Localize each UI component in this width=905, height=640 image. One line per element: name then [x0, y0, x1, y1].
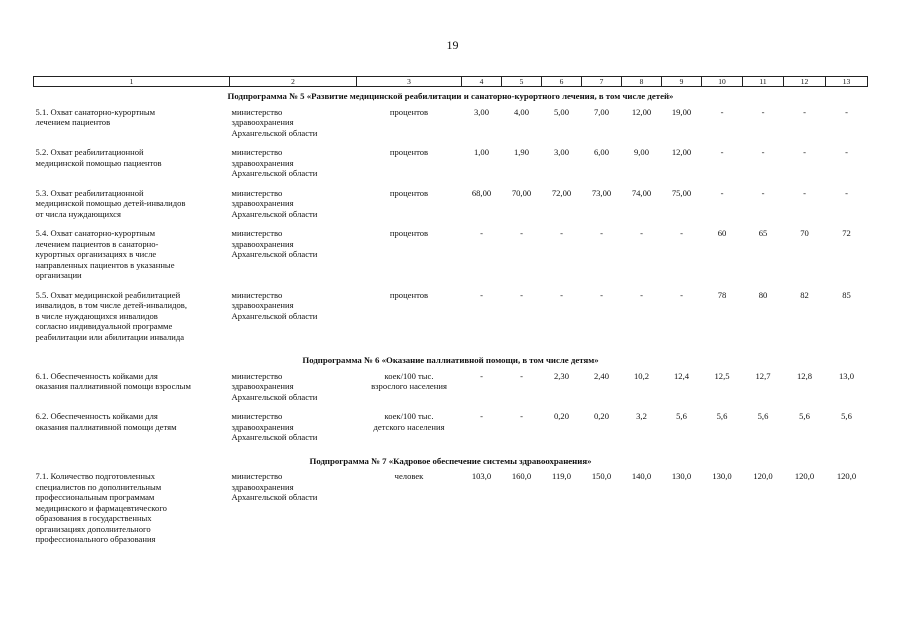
responsible-body	[230, 228, 357, 290]
responsible-body-line: министерство	[231, 411, 283, 421]
indicator-value: 5,6	[676, 411, 687, 421]
indicator-name-line: медицинской помощью пациентов	[35, 157, 162, 168]
responsible-body-line: здравоохранения	[231, 198, 294, 208]
indicator-name-line: образования в государственных	[35, 513, 152, 523]
indicator-value: 5,6	[841, 411, 852, 421]
column-number: 13	[826, 77, 868, 87]
indicator-value: 5,6	[716, 411, 728, 421]
table-row	[34, 471, 868, 554]
indicator-name-line: медицинского и фармацевтического	[35, 502, 167, 513]
indicator-value: 4,00	[513, 106, 530, 117]
indicator-name-line: специалистов по дополнительным	[35, 481, 162, 492]
indicator-name-line: инвалидов, в том числе детей-инвалидов,	[35, 300, 188, 310]
column-number: 4	[462, 77, 502, 87]
unit-of-measure-line: процентов	[389, 106, 429, 117]
indicator-value: 65	[758, 228, 768, 238]
table-row	[34, 290, 868, 352]
indicator-value: 0,20	[553, 411, 570, 421]
column-numbers-row	[34, 77, 868, 87]
indicator-value: -	[845, 187, 848, 198]
indicator-name-line: оказания паллиативной помощи детям	[35, 421, 177, 432]
unit-of-measure-line: детского населения	[373, 421, 445, 432]
indicator-value: -	[720, 187, 724, 198]
indicator-value: 82	[800, 289, 809, 300]
indicator-value: -	[640, 228, 643, 238]
indicator-value: -	[845, 147, 848, 157]
indicator-name-line: реабилитации или абилитации инвалида	[35, 331, 185, 342]
indicator-value: 0,20	[593, 411, 610, 421]
table-row	[34, 411, 868, 452]
indicator-value: 9,00	[633, 147, 650, 157]
unit-of-measure	[357, 371, 462, 412]
indicator-value: 119,0	[551, 471, 572, 481]
indicator-value: 60	[717, 228, 727, 238]
indicator-value: 74,00	[631, 187, 652, 198]
indicator-value: -	[480, 411, 483, 421]
column-number: 9	[662, 77, 702, 87]
indicator-value: 3,00	[553, 147, 570, 157]
responsible-body-line: министерство	[231, 187, 283, 198]
indicator-name-line: профессионального образования	[35, 534, 156, 544]
indicator-value: -	[761, 187, 765, 198]
page-number: 19	[446, 38, 459, 52]
column-number: 5	[502, 77, 542, 87]
table-body	[34, 77, 868, 554]
indicator-value: -	[680, 289, 683, 300]
indicator-value: -	[480, 289, 483, 300]
responsible-body-line: Архангельской области	[231, 492, 318, 502]
responsible-body-line: здравоохранения	[231, 238, 294, 249]
indicator-value: 3,2	[636, 411, 647, 421]
indicator-value: -	[761, 147, 765, 157]
indicator-value: 2,30	[553, 370, 570, 381]
indicator-value: 12,00	[671, 147, 692, 157]
indicator-name-line: организации	[35, 270, 82, 280]
indicator-value: 103,0	[471, 471, 492, 481]
unit-of-measure-line: процентов	[389, 147, 429, 157]
responsible-body-line: здравоохранения	[231, 300, 294, 310]
indicator-value: 70	[800, 228, 809, 238]
responsible-body-line: здравоохранения	[231, 381, 294, 391]
column-number: 2	[230, 77, 357, 87]
subprogram-heading-row	[34, 452, 868, 472]
responsible-body-line: Архангельской области	[231, 168, 318, 178]
unit-of-measure	[357, 411, 462, 452]
indicator-value: 5,6	[799, 411, 810, 421]
indicator-value: -	[720, 106, 724, 117]
responsible-body-line: Архангельской области	[231, 391, 318, 402]
unit-of-measure-line: человек	[394, 471, 424, 481]
column-number: 10	[702, 77, 743, 87]
subprogram-heading-row	[34, 351, 868, 371]
indicator-value: 73,00	[591, 187, 612, 198]
indicator-value: 12,00	[631, 106, 652, 117]
indicator-value: 150,0	[591, 471, 612, 481]
column-number: 7	[582, 77, 622, 87]
indicator-value: 13,0	[838, 370, 855, 381]
indicator-name	[34, 228, 230, 290]
indicator-value: 72	[842, 228, 851, 238]
indicator-name	[34, 147, 230, 188]
table-row	[34, 371, 868, 412]
indicator-name-line: курортных организациях в числе	[35, 249, 157, 259]
indicator-name-line: 5.1. Охват санаторно-курортным	[35, 106, 156, 117]
responsible-body-line: Архангельской области	[231, 249, 318, 259]
responsible-body-line: министерство	[231, 106, 283, 117]
column-number: 6	[542, 77, 582, 87]
indicator-value: 120,0	[753, 471, 773, 481]
responsible-body	[230, 290, 357, 352]
indicator-name-line: 6.2. Обеспеченность койками для	[35, 411, 158, 421]
indicator-value: 6,00	[593, 147, 610, 157]
responsible-body-line: министерство	[231, 147, 283, 157]
responsible-body-line: здравоохранения	[231, 421, 294, 432]
indicator-value: 85	[842, 289, 851, 300]
responsible-body-line: здравоохранения	[231, 117, 294, 127]
responsible-body	[230, 188, 357, 229]
responsible-body	[230, 107, 357, 148]
indicator-value: -	[845, 106, 848, 117]
indicator-value: -	[720, 147, 724, 157]
indicator-value: 19,00	[671, 106, 692, 117]
indicator-value: 140,0	[631, 471, 652, 481]
table-row	[34, 188, 868, 229]
unit-of-measure	[357, 107, 462, 148]
subprogram-title: Подпрограмма № 7 «Кадровое обеспечение системы здравоохранения»	[309, 455, 592, 466]
column-number: 8	[622, 77, 662, 87]
unit-of-measure-line: процентов	[389, 187, 429, 198]
indicator-name-line: от числа нуждающихся	[35, 208, 121, 219]
responsible-body-line: министерство	[231, 471, 283, 481]
responsible-body	[230, 411, 357, 452]
indicator-value: -	[480, 228, 483, 238]
column-number: 1	[34, 77, 230, 87]
table-row	[34, 107, 868, 148]
column-number: 12	[784, 77, 826, 87]
indicator-name-line: медицинской помощью детей-инвалидов	[35, 198, 186, 208]
indicator-name	[34, 188, 230, 229]
unit-of-measure-line: процентов	[389, 289, 429, 300]
column-number: 3	[357, 77, 462, 87]
responsible-body-line: Архангельской области	[231, 432, 318, 442]
indicator-name-line: 5.3. Охват реабилитационной	[35, 187, 144, 198]
indicator-value: 160,0	[511, 471, 532, 481]
indicator-name-line: 5.2. Охват реабилитационной	[35, 147, 144, 157]
indicator-name-line: 7.1. Количество подготовленных	[35, 471, 156, 481]
indicator-name-line: согласно индивидуальной программе	[35, 321, 173, 331]
indicator-value: -	[520, 289, 523, 300]
unit-of-measure	[357, 471, 462, 554]
indicator-name	[34, 411, 230, 452]
indicator-name-line: 5.4. Охват санаторно-курортным	[35, 228, 156, 238]
indicator-name-line: лечением пациентов	[35, 117, 111, 127]
responsible-body-line: здравоохранения	[231, 481, 294, 492]
subprogram-title: Подпрограмма № 6 «Оказание паллиативной помощи, в том числе детям»	[302, 355, 599, 365]
column-number: 11	[743, 77, 784, 87]
responsible-body	[230, 471, 357, 554]
indicator-value: 12,8	[796, 370, 813, 381]
indicator-value: 70,00	[511, 187, 532, 198]
indicator-value: -	[560, 289, 563, 300]
indicator-value: -	[803, 187, 806, 198]
unit-of-measure-line: коек/100 тыс.	[384, 370, 434, 381]
indicator-name	[34, 107, 230, 148]
indicator-value: 1,00	[473, 147, 490, 157]
indicator-value: 2,40	[593, 370, 610, 381]
indicator-name-line: в числе нуждающихся инвалидов	[35, 310, 158, 321]
indicator-value: 120,0	[836, 471, 857, 481]
indicator-value: -	[520, 370, 523, 381]
indicator-value: 130,0	[712, 471, 732, 481]
indicator-name-line: оказания паллиативной помощи взрослым	[35, 381, 191, 391]
subprogram-title: Подпрограмма № 5 «Развитие медицинской реабилитации и санаторно-курортного лечения, в том числе детей»	[227, 91, 674, 101]
indicator-name	[34, 371, 230, 412]
indicator-name-line: 5.5. Охват медицинской реабилитацией	[35, 289, 181, 300]
responsible-body-line: Архангельской области	[231, 127, 318, 138]
indicator-value: -	[560, 228, 563, 238]
indicator-value: 7,00	[593, 106, 610, 117]
indicator-value: -	[600, 228, 603, 238]
indicator-value: 80	[758, 289, 768, 300]
indicator-value: -	[600, 289, 603, 300]
unit-of-measure	[357, 228, 462, 290]
indicator-value: 12,4	[673, 370, 690, 381]
indicator-name-line: профессиональным программам	[35, 492, 155, 502]
unit-of-measure-line: коек/100 тыс.	[384, 411, 434, 421]
responsible-body	[230, 371, 357, 412]
indicator-value: 5,6	[757, 411, 769, 421]
indicator-value: 130,0	[671, 471, 692, 481]
indicator-value: 12,7	[755, 370, 771, 381]
indicator-value: -	[480, 370, 483, 381]
responsible-body-line: министерство	[231, 370, 283, 381]
indicator-value: 3,00	[473, 106, 490, 117]
unit-of-measure-line: процентов	[389, 228, 429, 238]
indicator-value: 10,2	[633, 370, 650, 381]
responsible-body-line: здравоохранения	[231, 157, 294, 168]
indicator-value: 12,5	[714, 370, 730, 381]
indicator-name-line: 6.1. Обеспеченность койками для	[35, 370, 158, 381]
indicator-value: -	[680, 228, 683, 238]
indicator-name	[34, 471, 230, 554]
indicator-value: -	[640, 289, 643, 300]
unit-of-measure	[357, 188, 462, 229]
indicators-table	[33, 76, 868, 554]
indicator-name	[34, 290, 230, 352]
indicator-value: 72,00	[551, 187, 572, 198]
unit-of-measure-line: взрослого населения	[371, 381, 447, 391]
indicator-name-line: организациях дополнительного	[35, 523, 151, 534]
indicator-value: 68,00	[471, 187, 492, 198]
indicator-value: 78	[717, 289, 727, 300]
indicator-name-line: направленных пациентов в указанные	[35, 259, 175, 270]
indicator-value: 1,90	[513, 147, 530, 157]
responsible-body	[230, 147, 357, 188]
unit-of-measure	[357, 290, 462, 352]
responsible-body-line: Архангельской области	[231, 310, 318, 321]
indicator-value: 5,00	[553, 106, 570, 117]
table-row	[34, 147, 868, 188]
indicator-value: -	[520, 228, 523, 238]
responsible-body-line: министерство	[231, 228, 283, 238]
indicator-value: -	[803, 106, 806, 117]
table-row	[34, 228, 868, 290]
indicator-value: 75,00	[671, 187, 692, 198]
indicator-value: -	[761, 106, 765, 117]
indicator-value: 120,0	[794, 471, 815, 481]
subprogram-heading-row	[34, 87, 868, 107]
unit-of-measure	[357, 147, 462, 188]
indicator-value: -	[803, 147, 806, 157]
responsible-body-line: Архангельской области	[231, 208, 318, 219]
indicator-name-line: лечением пациентов в санаторно-	[35, 238, 159, 249]
responsible-body-line: министерство	[231, 289, 283, 300]
indicator-value: -	[520, 411, 523, 421]
